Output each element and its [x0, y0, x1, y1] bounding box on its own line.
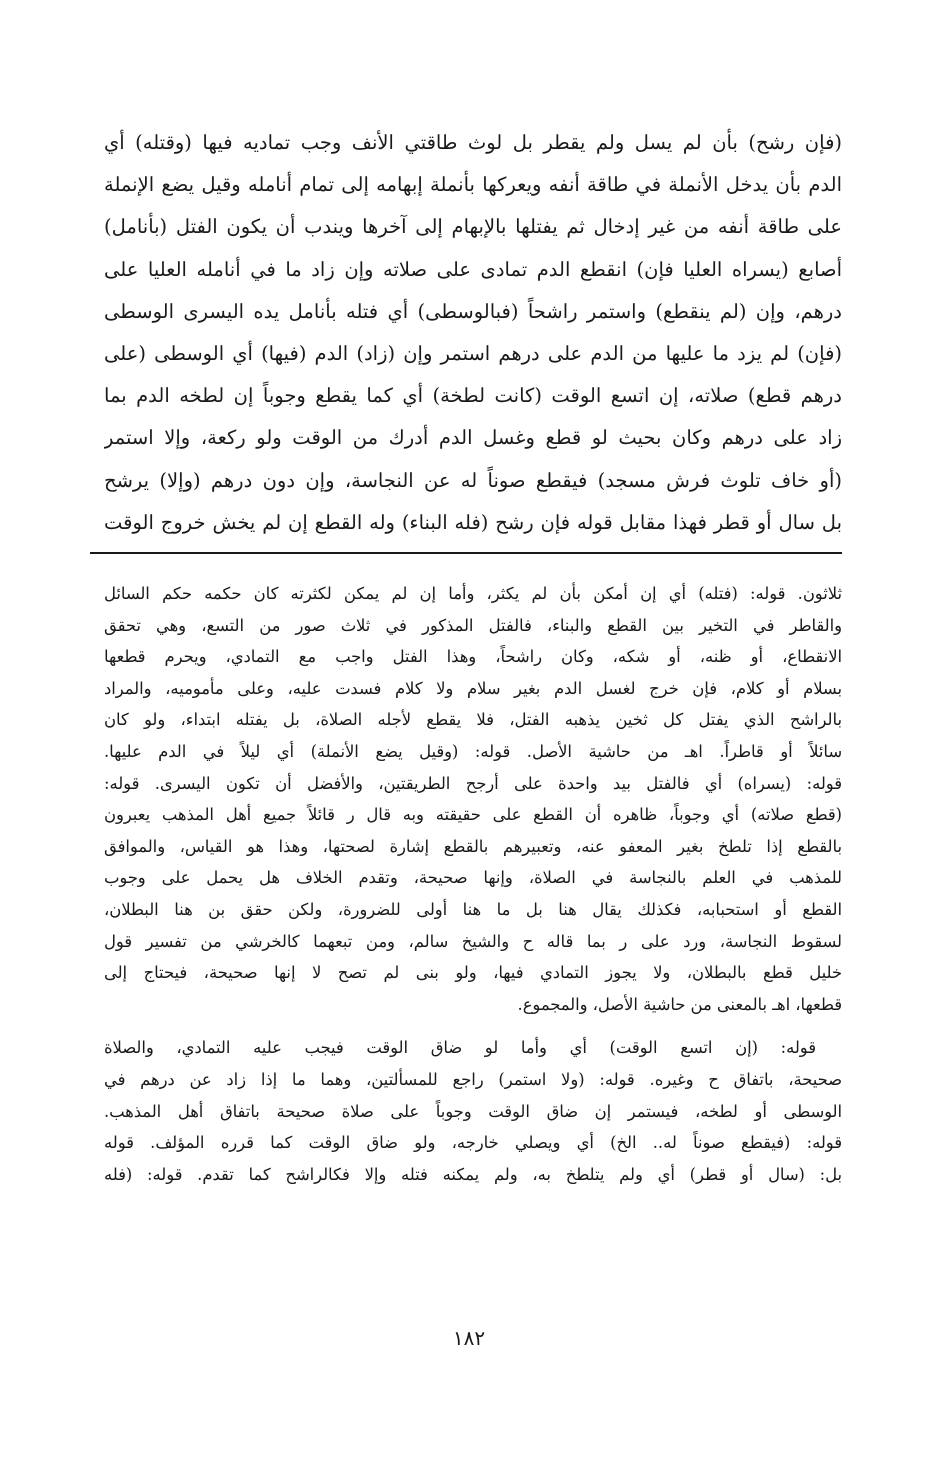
main-text-line: زاد على درهم وكان بحيث لو قطع وغسل الدم أدرك من الوقت ولو ركعة، وإلا استمر: [104, 426, 842, 450]
footnote-line: صحيحة، باتفاق ح وغيره. قوله: (ولا استمر) راجع للمسألتين، وهما ما إذا زاد عن درهم في: [104, 1069, 842, 1089]
main-text: [104, 122, 842, 544]
footnote-divider: [90, 552, 842, 554]
footnote-block: [104, 1032, 842, 1190]
main-text-line: بل سال أو قطر فهذا مقابل قوله فإن رشح (فله البناء) وله القطع إن لم يخش خروج الوقت: [104, 510, 842, 534]
main-text-line: على طاقة أنفه من غير إدخال ثم يفتلها بالإبهام إلى آخرها ويندب أن يكون الفتل (بأنامل): [104, 215, 842, 239]
footnote-line: للمذهب في العلم بالنجاسة في الصلاة، وإنها صحيحة، وتقدم الخلاف هل يحمل على وجوب: [104, 868, 842, 888]
footnote-line: قوله: (إن اتسع الوقت) أي وأما لو ضاق الوقت فيجب عليه التمادي، والصلاة: [104, 1038, 816, 1058]
footnote-line: قوله: (فيقطع صوناً له.. الخ) أي ويصلي خارجه، ولو ضاق الوقت كما قرره المؤلف. قوله: [104, 1133, 842, 1153]
footnote-line: بسلام أو كلام، فإن خرج لغسل الدم بغير سلام ولا كلام فسدت عليه، وعلى مأموميه، والمراد: [104, 678, 842, 698]
footnote-line: قوله: (يسراه) أي فالفتل بيد واحدة على أرجح الطريقتين، والأفضل أن تكون اليسرى. قوله:: [104, 773, 842, 793]
footnote-line: لسقوط النجاسة، ورد على ر بما قاله ح والشيخ سالم، ومن تبعهما كالخرشي من تفسير قول: [104, 931, 842, 951]
main-text-line: درهم، وإن (لم ينقطع) واستمر راشحاً (فبالوسطى) أي فتله بأنامل يده اليسرى الوسطى: [104, 299, 842, 323]
footnote-line: سائلاً أو قاطراً. اهـ من حاشية الأصل. قوله: (وقيل يضع الأنملة) أي ليلاً في الدم عليها.: [104, 741, 842, 761]
footnote-line: بالقطع إذا تلطخ بغير المعفو عنه، وتعبيرهم بالقطع إشارة لصحتها، وهذا هو القياس، والموافق: [104, 836, 842, 856]
main-text-line: (فإن رشح) بأن لم يسل ولم يقطر بل لوث طاقتي الأنف وجب تماديه فيها (وقتله) أي: [104, 131, 842, 154]
footnote-line: بالراشح الذي يفتل كل ثخين يذهبه الفتل، فلا يقطع لأجله الصلاة، بل يفتله ابتداء، ولو كان: [104, 710, 842, 730]
footnote-line: القطع أو استحبابه، فكذلك يقال هنا بل ما هنا أولى للضرورة، ولكن حقق بن هنا البطلان،: [104, 899, 842, 919]
main-text-line: (فإن) لم يزد ما عليها من الدم على درهم استمر وإن (زاد) الدم (فيها) أي الوسطى (على: [104, 341, 842, 365]
main-text-line: الدم بأن يدخل الأنملة في طاقة أنفه ويعركها بأنملة إبهامه إلى تمام أنامله وقيل يضع الإنملة: [104, 173, 842, 197]
footnote-line: قطعها، اهـ بالمعنى من حاشية الأصل، والمجموع.: [517, 994, 842, 1014]
footnote-line: بل: (سال أو قطر) أي ولم يتلطخ به، ولم يمكنه فتله وإلا فكالراشح كما تقدم. قوله: (فله: [104, 1164, 842, 1184]
main-text-line: درهم قطع) صلاته، إن اتسع الوقت (كانت لطخة) أي كما يقطع وجوباً إن لطخه الدم بما: [104, 384, 842, 408]
footnote-block: [104, 578, 842, 1020]
footnote-line: (قطع صلاته) أي وجوباً، ظاهره أن القطع على حقيقته وبه قال ر قائلاً جميع أهل المذهب يعبرون: [104, 805, 842, 825]
footnote-line: ثلاثون. قوله: (فتله) أي إن أمكن بأن لم يكثر، وأما إن لم يمكن لكثرته كان حكمه حكم السائل: [104, 584, 842, 603]
footnote-line: الانقطاع، أو ظنه، أو شكه، وكان راشحاً، وهذا الفتل واجب مع التمادي، ويحرم قطعها: [104, 647, 842, 667]
page-number: ١٨٢: [452, 1326, 486, 1350]
footnote-line: والقاطر في التخير بين القطع والبناء، فالفتل المذكور في ثلاث صور من التسع، وهي تحقق: [104, 615, 842, 635]
footnote-line: خليل قطع بالبطلان، ولا يجوز التمادي فيها، ولو بنى لم تصح لا إنها صحيحة، فيحتاج إلى: [104, 963, 842, 983]
main-text-line: (أو خاف تلوث فرش مسجد) فيقطع صوناً له عن النجاسة، وإن دون درهم (وإلا) يرشح: [104, 468, 842, 492]
main-text-line: أصابع (يسراه العليا فإن) انقطع الدم تمادى على صلاته وإن زاد ما في أنامله العليا على: [104, 257, 842, 281]
footnotes: [104, 578, 842, 1190]
footnote-line: الوسطى أو لطخه، فيستمر إن ضاق الوقت وجوباً على صلاة صحيحة باتفاق أهل المذهب.: [104, 1101, 842, 1121]
